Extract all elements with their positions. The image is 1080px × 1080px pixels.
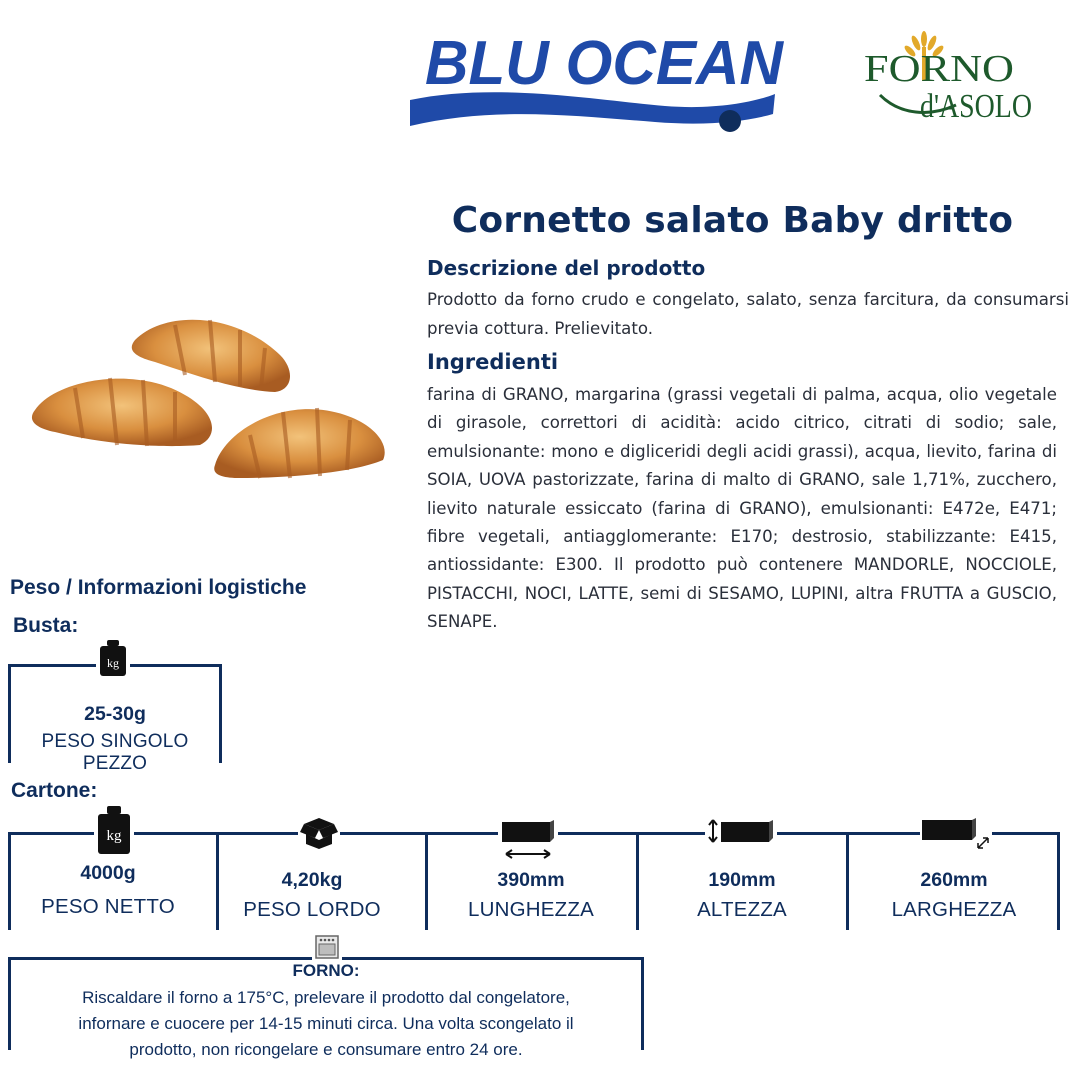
box-width-icon (920, 816, 992, 850)
cartone-label-peso-lordo: PESO LORDO (243, 898, 381, 921)
divider (846, 832, 849, 930)
logistics-heading: Peso / Informazioni logistiche (10, 576, 307, 599)
forno-logo-line2: d'ASOLO (920, 88, 1032, 125)
forno-line3: prodotto, non ricongelare e consumare entro 24 ore. (129, 1040, 523, 1059)
svg-text:kg: kg (106, 828, 122, 844)
forno-line1: Riscaldare il forno a 175°C, prelevare il prodotto dal congelatore, (82, 988, 570, 1007)
bluocean-logo-text: BLU OCEAN (425, 29, 785, 98)
cartone-label-altezza: ALTEZZA (697, 898, 787, 921)
box-length-icon (498, 818, 558, 864)
description-heading: Descrizione del prodotto (427, 256, 706, 280)
open-box-icon (298, 814, 340, 850)
bluocean-logo (405, 22, 790, 140)
divider (1057, 832, 1060, 930)
cartone-label-peso-netto: PESO NETTO (41, 895, 175, 918)
cartone-heading: Cartone: (11, 779, 98, 802)
oven-icon (312, 934, 342, 960)
croissants-image (25, 300, 395, 510)
divider (636, 832, 639, 930)
divider (425, 832, 428, 930)
ingredients-heading: Ingredienti (427, 350, 559, 374)
cartone-value-peso-lordo: 4,20kg (281, 869, 343, 891)
description-text: Prodotto da forno crudo e congelato, salato, senza farcitura, da consumarsi previa cottura. Prelievitato. (427, 290, 1069, 338)
forno-dasolo-logo (860, 25, 1040, 125)
forno-heading: FORNO: (292, 961, 360, 980)
cartone-value-altezza: 190mm (708, 869, 776, 891)
busta-value: 25-30g (84, 703, 146, 725)
svg-text:kg: kg (107, 656, 119, 670)
weight-icon (96, 638, 130, 680)
cartone-label-lunghezza: LUNGHEZZA (468, 898, 594, 921)
cartone-value-peso-netto: 4000g (80, 862, 136, 884)
weight-icon (94, 804, 134, 856)
busta-label: PESO SINGOLO PEZZO (41, 731, 189, 774)
box-height-icon (705, 818, 777, 846)
cartone-label-larghezza: LARGHEZZA (891, 898, 1017, 921)
forno-logo-line1: FORNO (864, 48, 1014, 90)
cartone-value-lunghezza: 390mm (497, 869, 565, 891)
ingredients-text: farina di GRANO, margarina (grassi vegetali di palma, acqua, olio vegetale di girasole, correttori di acidità: acido citrico, citrati di sodio; sale, emulsionante: mono e digliceridi degli acidi grassi), acqua, lievito, farina di SOIA, UOVA pastorizzate, farina di malto di GRANO, sale 1,71%, zucchero, lievito naturale essiccato (farina di GRANO), emulsionanti: E472e, E471; fibre vegetali, antiagglomerante: E170; destrosio, stabilizzante: E415, antiossidante: E300. Il prodotto può contenere MANDORLE, NOCCIOLE, PISTACCHI, NOCI, LATTE, semi di SESAMO, LUPINI, altra FRUTTA a GUSCIO, SENAPE. (427, 385, 1057, 632)
forno-line2: infornare e cuocere per 14-15 minuti circa. Una volta scongelato il (78, 1014, 574, 1033)
cartone-value-larghezza: 260mm (920, 869, 988, 891)
busta-heading: Busta: (13, 614, 79, 637)
product-title: Cornetto salato Baby dritto (451, 200, 1014, 241)
